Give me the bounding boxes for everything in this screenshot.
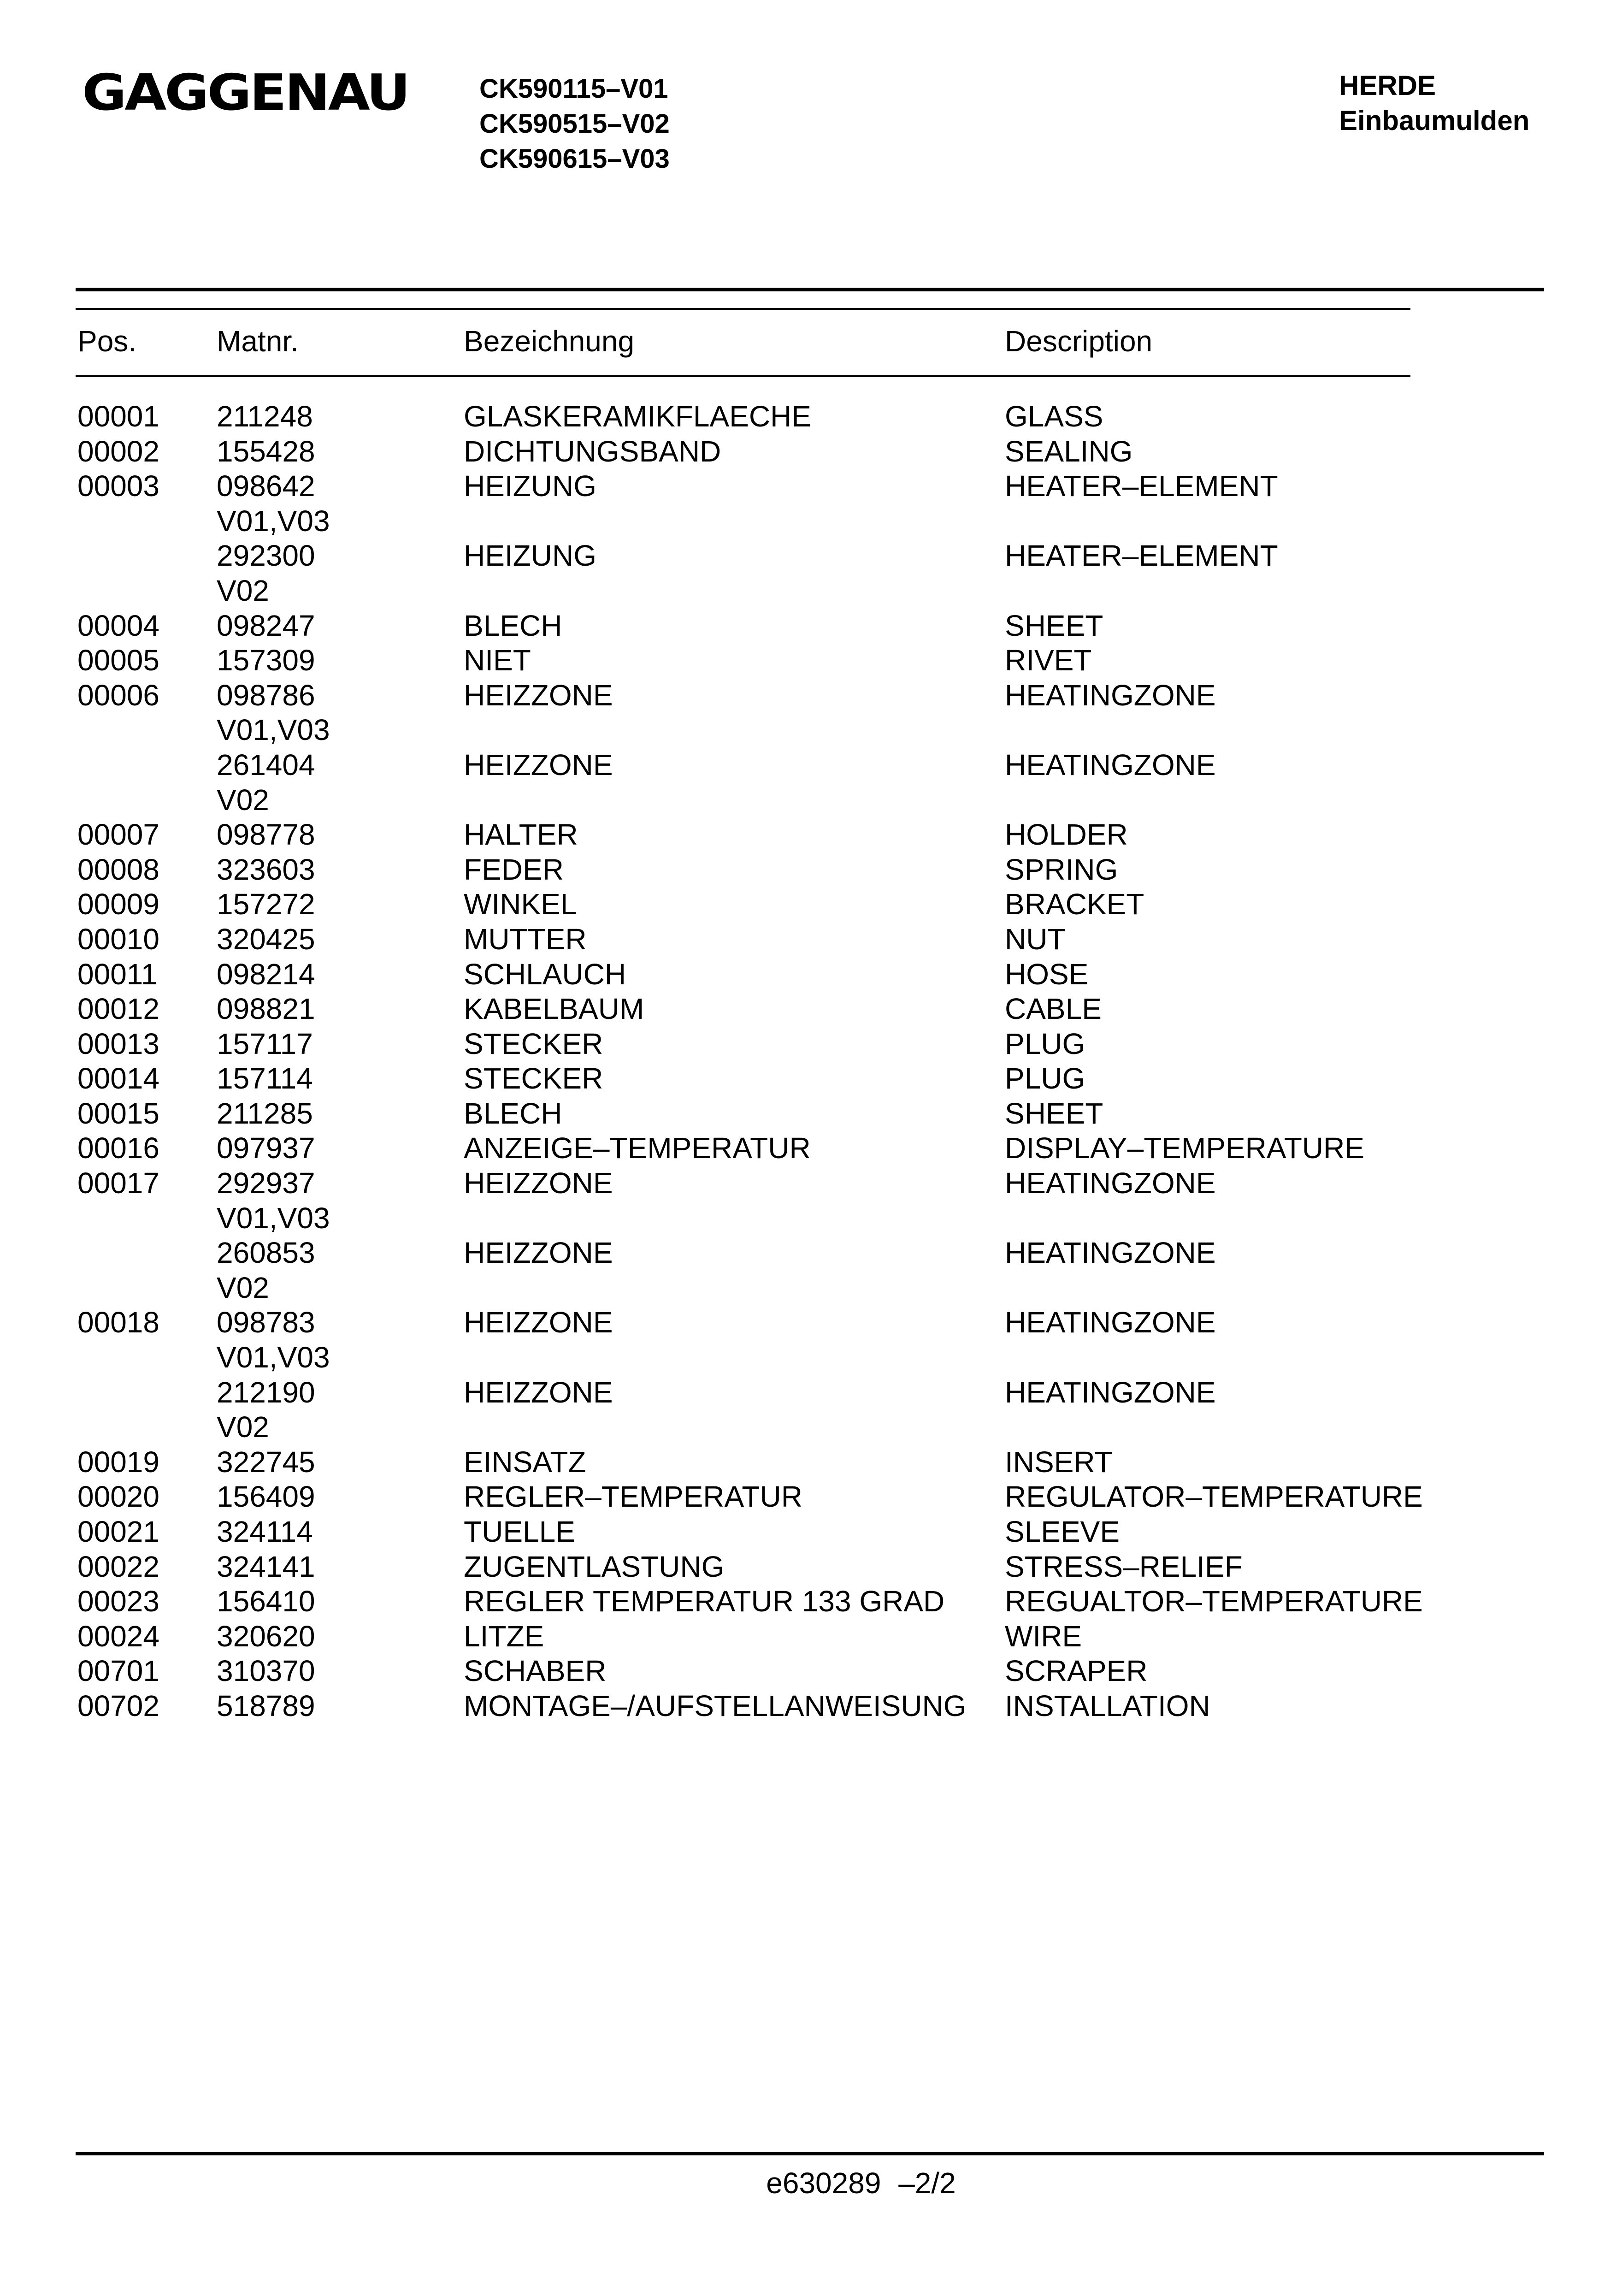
cell-pos: 00701 (77, 1654, 159, 1688)
table-row (0, 1027, 1616, 1062)
cell-matnr: 320620 (217, 1619, 315, 1653)
cell-bezeichnung: HEIZZONE (464, 748, 613, 781)
header-matnr: Matnr. (217, 325, 299, 358)
cell-pos: 00014 (77, 1062, 159, 1095)
cell-matnr: V02 (217, 1410, 269, 1444)
table-header-top-rule (76, 308, 1410, 310)
parts-table-body (0, 399, 1616, 1724)
cell-matnr: 097937 (217, 1131, 315, 1165)
table-row (0, 713, 1616, 748)
cell-matnr: 157272 (217, 888, 315, 921)
cell-bezeichnung: ZUGENTLASTUNG (464, 1550, 725, 1583)
cell-description: CABLE (1005, 992, 1102, 1026)
cell-bezeichnung: SCHABER (464, 1654, 607, 1688)
category-block (1339, 68, 1529, 138)
table-row (0, 538, 1616, 574)
table-row (0, 574, 1616, 609)
cell-matnr: 320425 (217, 922, 315, 956)
table-row (0, 992, 1616, 1027)
cell-bezeichnung: BLECH (464, 609, 562, 642)
table-row (0, 1689, 1616, 1724)
table-row (0, 1305, 1616, 1340)
cell-description: REGULATOR–TEMPERATURE (1005, 1480, 1423, 1514)
brand-logo: GAGGENAU (82, 64, 409, 122)
cell-description: HEATINGZONE (1005, 1166, 1216, 1200)
table-row (0, 957, 1616, 992)
table-row (0, 783, 1616, 818)
cell-matnr: 098821 (217, 992, 315, 1026)
table-row (0, 1375, 1616, 1410)
header-description: Description (1005, 325, 1153, 358)
cell-pos: 00023 (77, 1585, 159, 1618)
cell-pos: 00001 (77, 400, 159, 433)
model-number: CK590615–V03 (479, 144, 670, 174)
cell-description: INSERT (1005, 1445, 1113, 1479)
header-bezeichnung: Bezeichnung (464, 325, 635, 358)
cell-description: REGUALTOR–TEMPERATURE (1005, 1585, 1423, 1618)
cell-matnr: 322745 (217, 1445, 315, 1479)
cell-description: GLASS (1005, 400, 1103, 433)
cell-pos: 00016 (77, 1131, 159, 1165)
table-row (0, 469, 1616, 504)
cell-description: SLEEVE (1005, 1515, 1120, 1548)
cell-description: SHEET (1005, 1096, 1103, 1130)
table-row (0, 1445, 1616, 1480)
cell-description: HEATINGZONE (1005, 1375, 1216, 1409)
cell-pos: 00024 (77, 1619, 159, 1653)
table-row (0, 887, 1616, 922)
table-header-bottom-rule (76, 375, 1410, 377)
cell-bezeichnung: TUELLE (464, 1515, 575, 1548)
cell-description: HEATINGZONE (1005, 748, 1216, 781)
cell-matnr: 261404 (217, 748, 315, 781)
cell-matnr: 156410 (217, 1585, 315, 1618)
cell-bezeichnung: LITZE (464, 1619, 544, 1653)
cell-pos: 00017 (77, 1166, 159, 1200)
cell-description: SEALING (1005, 434, 1133, 468)
table-row (0, 504, 1616, 539)
cell-matnr: 098642 (217, 469, 315, 503)
table-row (0, 1410, 1616, 1445)
cell-pos: 00011 (77, 957, 158, 991)
cell-pos: 00021 (77, 1515, 159, 1548)
table-row (0, 1131, 1616, 1166)
cell-bezeichnung: FEDER (464, 852, 564, 886)
table-row (0, 1236, 1616, 1271)
cell-bezeichnung: DICHTUNGSBAND (464, 434, 721, 468)
cell-matnr: 156409 (217, 1480, 315, 1514)
table-row (0, 748, 1616, 783)
cell-description: HEATINGZONE (1005, 678, 1216, 712)
table-row (0, 1061, 1616, 1096)
table-row (0, 852, 1616, 888)
table-row (0, 1340, 1616, 1375)
table-row (0, 1479, 1616, 1515)
cell-pos: 00012 (77, 992, 159, 1026)
cell-description: NUT (1005, 922, 1066, 956)
cell-bezeichnung: KABELBAUM (464, 992, 644, 1026)
cell-description: HEATINGZONE (1005, 1236, 1216, 1270)
cell-pos: 00003 (77, 469, 159, 503)
model-number: CK590115–V01 (479, 74, 668, 104)
cell-bezeichnung: HEIZZONE (464, 1375, 613, 1409)
cell-pos: 00013 (77, 1027, 159, 1060)
cell-pos: 00010 (77, 922, 159, 956)
table-row (0, 1201, 1616, 1236)
page-footer (0, 2165, 1616, 2201)
cell-bezeichnung: NIET (464, 644, 531, 677)
cell-matnr: 310370 (217, 1654, 315, 1688)
cell-matnr: V02 (217, 574, 269, 607)
cell-bezeichnung: MUTTER (464, 922, 587, 956)
cell-description: SHEET (1005, 609, 1103, 642)
cell-bezeichnung: STECKER (464, 1062, 603, 1095)
cell-bezeichnung: HALTER (464, 818, 578, 852)
cell-matnr: V01,V03 (217, 713, 330, 747)
cell-matnr: 518789 (217, 1689, 315, 1722)
cell-matnr: 211285 (217, 1096, 313, 1130)
table-row (0, 817, 1616, 852)
cell-matnr: V02 (217, 1271, 269, 1304)
cell-bezeichnung: BLECH (464, 1096, 562, 1130)
cell-description: BRACKET (1005, 888, 1144, 921)
cell-bezeichnung: REGLER TEMPERATUR 133 GRAD (464, 1585, 945, 1618)
cell-bezeichnung: ANZEIGE–TEMPERATUR (464, 1131, 811, 1165)
cell-pos: 00008 (77, 852, 159, 886)
cell-description: DISPLAY–TEMPERATURE (1005, 1131, 1365, 1165)
cell-matnr: 211248 (217, 400, 313, 433)
table-row (0, 1166, 1616, 1201)
cell-matnr: V01,V03 (217, 504, 330, 538)
header-pos: Pos. (77, 325, 137, 358)
table-row (0, 678, 1616, 713)
cell-pos: 00007 (77, 818, 159, 852)
table-row (0, 1515, 1616, 1550)
cell-description: SCRAPER (1005, 1654, 1148, 1688)
cell-bezeichnung: STECKER (464, 1027, 603, 1060)
cell-matnr: 324114 (217, 1515, 313, 1548)
cell-description: HEATINGZONE (1005, 1306, 1216, 1339)
cell-bezeichnung: HEIZZONE (464, 1306, 613, 1339)
cell-pos: 00002 (77, 434, 159, 468)
cell-matnr: 155428 (217, 434, 315, 468)
cell-bezeichnung: HEIZZONE (464, 678, 613, 712)
cell-pos: 00702 (77, 1689, 159, 1722)
cell-bezeichnung: SCHLAUCH (464, 957, 626, 991)
table-row (0, 1619, 1616, 1654)
cell-matnr: 157117 (217, 1027, 313, 1060)
cell-pos: 00022 (77, 1550, 159, 1583)
table-row (0, 1584, 1616, 1619)
cell-bezeichnung: GLASKERAMIKFLAECHE (464, 400, 811, 433)
category-title: HERDE (1339, 70, 1436, 101)
cell-pos: 00015 (77, 1096, 159, 1130)
table-header (0, 323, 1616, 360)
cell-matnr: 098247 (217, 609, 315, 642)
cell-bezeichnung: HEIZUNG (464, 469, 596, 503)
cell-matnr: 323603 (217, 852, 315, 886)
cell-pos: 00004 (77, 609, 159, 642)
cell-matnr: 260853 (217, 1236, 315, 1270)
cell-description: PLUG (1005, 1027, 1085, 1060)
cell-matnr: 098778 (217, 818, 315, 852)
cell-description: HEATER–ELEMENT (1005, 539, 1278, 573)
cell-description: RIVET (1005, 644, 1092, 677)
cell-bezeichnung: HEIZUNG (464, 539, 596, 573)
cell-matnr: 292300 (217, 539, 315, 573)
table-row (0, 434, 1616, 469)
table-row (0, 1654, 1616, 1689)
cell-matnr: 212190 (217, 1375, 315, 1409)
table-row (0, 643, 1616, 678)
cell-description: HOSE (1005, 957, 1089, 991)
cell-matnr: 324141 (217, 1550, 315, 1583)
table-row (0, 922, 1616, 957)
cell-matnr: V01,V03 (217, 1341, 330, 1374)
cell-description: INSTALLATION (1005, 1689, 1210, 1722)
cell-description: WIRE (1005, 1619, 1082, 1653)
cell-matnr: V02 (217, 783, 269, 817)
cell-bezeichnung: REGLER–TEMPERATUR (464, 1480, 802, 1514)
table-row (0, 399, 1616, 434)
cell-matnr: 098783 (217, 1306, 315, 1339)
cell-bezeichnung: WINKEL (464, 888, 577, 921)
cell-bezeichnung: MONTAGE–/AUFSTELLANWEISUNG (464, 1689, 967, 1722)
cell-bezeichnung: HEIZZONE (464, 1166, 613, 1200)
bottom-divider (76, 2152, 1544, 2155)
model-list (479, 71, 670, 177)
cell-matnr: 098786 (217, 678, 315, 712)
cell-pos: 00018 (77, 1306, 159, 1339)
cell-bezeichnung: HEIZZONE (464, 1236, 613, 1270)
cell-description: HOLDER (1005, 818, 1128, 852)
table-row (0, 609, 1616, 644)
table-row (0, 1096, 1616, 1131)
cell-matnr: 292937 (217, 1166, 315, 1200)
cell-matnr: 098214 (217, 957, 315, 991)
table-row (0, 1271, 1616, 1306)
cell-pos: 00005 (77, 644, 159, 677)
cell-matnr: V01,V03 (217, 1201, 330, 1235)
page-number: –2/2 (898, 2166, 956, 2200)
cell-description: PLUG (1005, 1062, 1085, 1095)
top-divider (76, 288, 1544, 291)
category-subtitle: Einbaumulden (1339, 105, 1530, 136)
cell-pos: 00020 (77, 1480, 159, 1514)
cell-description: HEATER–ELEMENT (1005, 469, 1278, 503)
model-number: CK590515–V02 (479, 109, 670, 139)
cell-matnr: 157114 (217, 1062, 313, 1095)
cell-pos: 00009 (77, 888, 159, 921)
cell-pos: 00006 (77, 678, 159, 712)
cell-bezeichnung: EINSATZ (464, 1445, 586, 1479)
cell-description: SPRING (1005, 852, 1118, 886)
doc-number: e630289 (766, 2166, 881, 2200)
table-row (0, 1550, 1616, 1585)
cell-matnr: 157309 (217, 644, 315, 677)
cell-pos: 00019 (77, 1445, 159, 1479)
cell-description: STRESS–RELIEF (1005, 1550, 1243, 1583)
